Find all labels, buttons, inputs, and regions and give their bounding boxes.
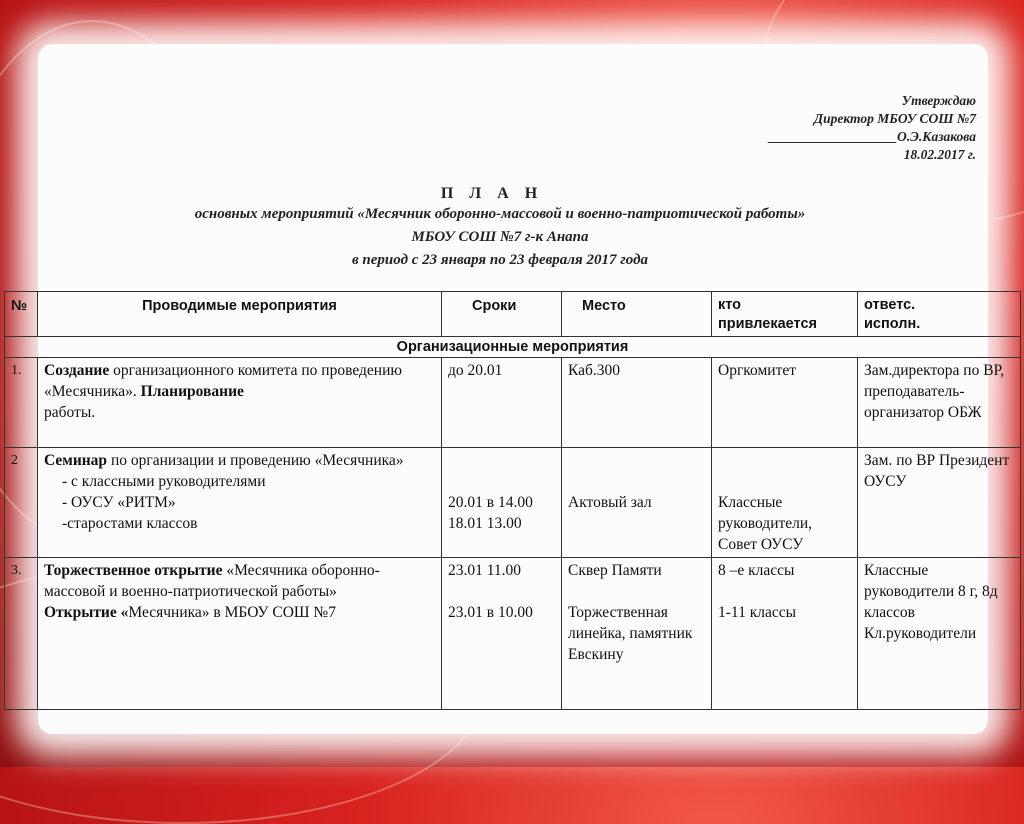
row-num: 1. xyxy=(5,358,38,448)
table-row xyxy=(5,558,1021,710)
row-event: Семинар по организации и проведению «Месячника» - с классными руководителями - ОУСУ «РИТМ» -старостами классов xyxy=(38,448,442,558)
title-line-2: МБОУ СОШ №7 г-к Анапа xyxy=(411,229,589,245)
row-event: Создание организационного комитета по проведению «Месячника». Планирование работы. xyxy=(38,358,442,448)
header-resp-line-1: ответс. xyxy=(864,297,916,313)
row-dates: 20.01 в 14.00 18.01 13.00 xyxy=(442,448,562,558)
table-header-row xyxy=(5,292,1021,337)
header-event: Проводимые мероприятия xyxy=(38,292,442,337)
approval-line-3: ___________________О.Э.Казакова xyxy=(768,129,976,144)
row-place: Сквер Памяти Торжественная линейка, памятник Евскину xyxy=(562,558,712,710)
row-event: Торжественное открытие «Месячника оборонно-массовой и военно-патриотической работы» Открытие «Месячника» в МБОУ СОШ №7 xyxy=(38,558,442,710)
row-resp: Классные руководители 8 г, 8д классов Кл.руководители xyxy=(858,558,1021,710)
title-line-3: в период с 23 января по 23 февраля 2017 года xyxy=(351,252,649,268)
row-dates: до 20.01 xyxy=(442,358,562,448)
events-table xyxy=(4,291,1021,710)
list-item: -старостами классов xyxy=(62,515,198,532)
section-title: Организационные мероприятия xyxy=(5,337,1021,358)
row-who: Классные руководители, Совет ОУСУ xyxy=(712,448,858,558)
approval-line-4: 18.02.2017 г. xyxy=(903,147,976,162)
title-plan: П Л А Н xyxy=(440,185,544,202)
header-who-line-2: привлекается xyxy=(718,316,817,332)
header-who-line-1: кто xyxy=(718,297,742,313)
list-item: - ОУСУ «РИТМ» xyxy=(62,494,176,511)
header-dates: Сроки xyxy=(442,292,562,337)
row-resp: Зам. по ВР Президент ОУСУ xyxy=(858,448,1021,558)
header-resp-line-2: исполн. xyxy=(864,316,921,332)
approval-stamp xyxy=(769,92,976,164)
row-place: Актовый зал xyxy=(562,448,712,558)
row-who: Оргкомитет xyxy=(712,358,858,448)
list-item: - с классными руководителями xyxy=(62,473,266,490)
row-num: 3. xyxy=(5,558,38,710)
table-row xyxy=(5,358,1021,448)
row-dates: 23.01 11.00 23.01 в 10.00 xyxy=(442,558,562,710)
section-row xyxy=(5,337,1021,358)
approval-line-2: Директор МБОУ СОШ №7 xyxy=(813,111,976,126)
header-resp xyxy=(858,292,1021,337)
row-place: Каб.300 xyxy=(562,358,712,448)
row-who: 8 –е классы 1-11 классы xyxy=(712,558,858,710)
header-who xyxy=(712,292,858,337)
row-resp: Зам.директора по ВР, преподаватель-организатор ОБЖ xyxy=(858,358,1021,448)
row-num: 2 xyxy=(5,448,38,558)
header-place: Место xyxy=(562,292,712,337)
approval-line-1: Утверждаю xyxy=(901,93,976,108)
table-row xyxy=(5,448,1021,558)
header-num: № xyxy=(5,292,38,337)
document-title xyxy=(0,185,1000,272)
title-line-1: основных мероприятий «Месячник оборонно-массовой и военно-патриотической работы» xyxy=(194,206,806,222)
